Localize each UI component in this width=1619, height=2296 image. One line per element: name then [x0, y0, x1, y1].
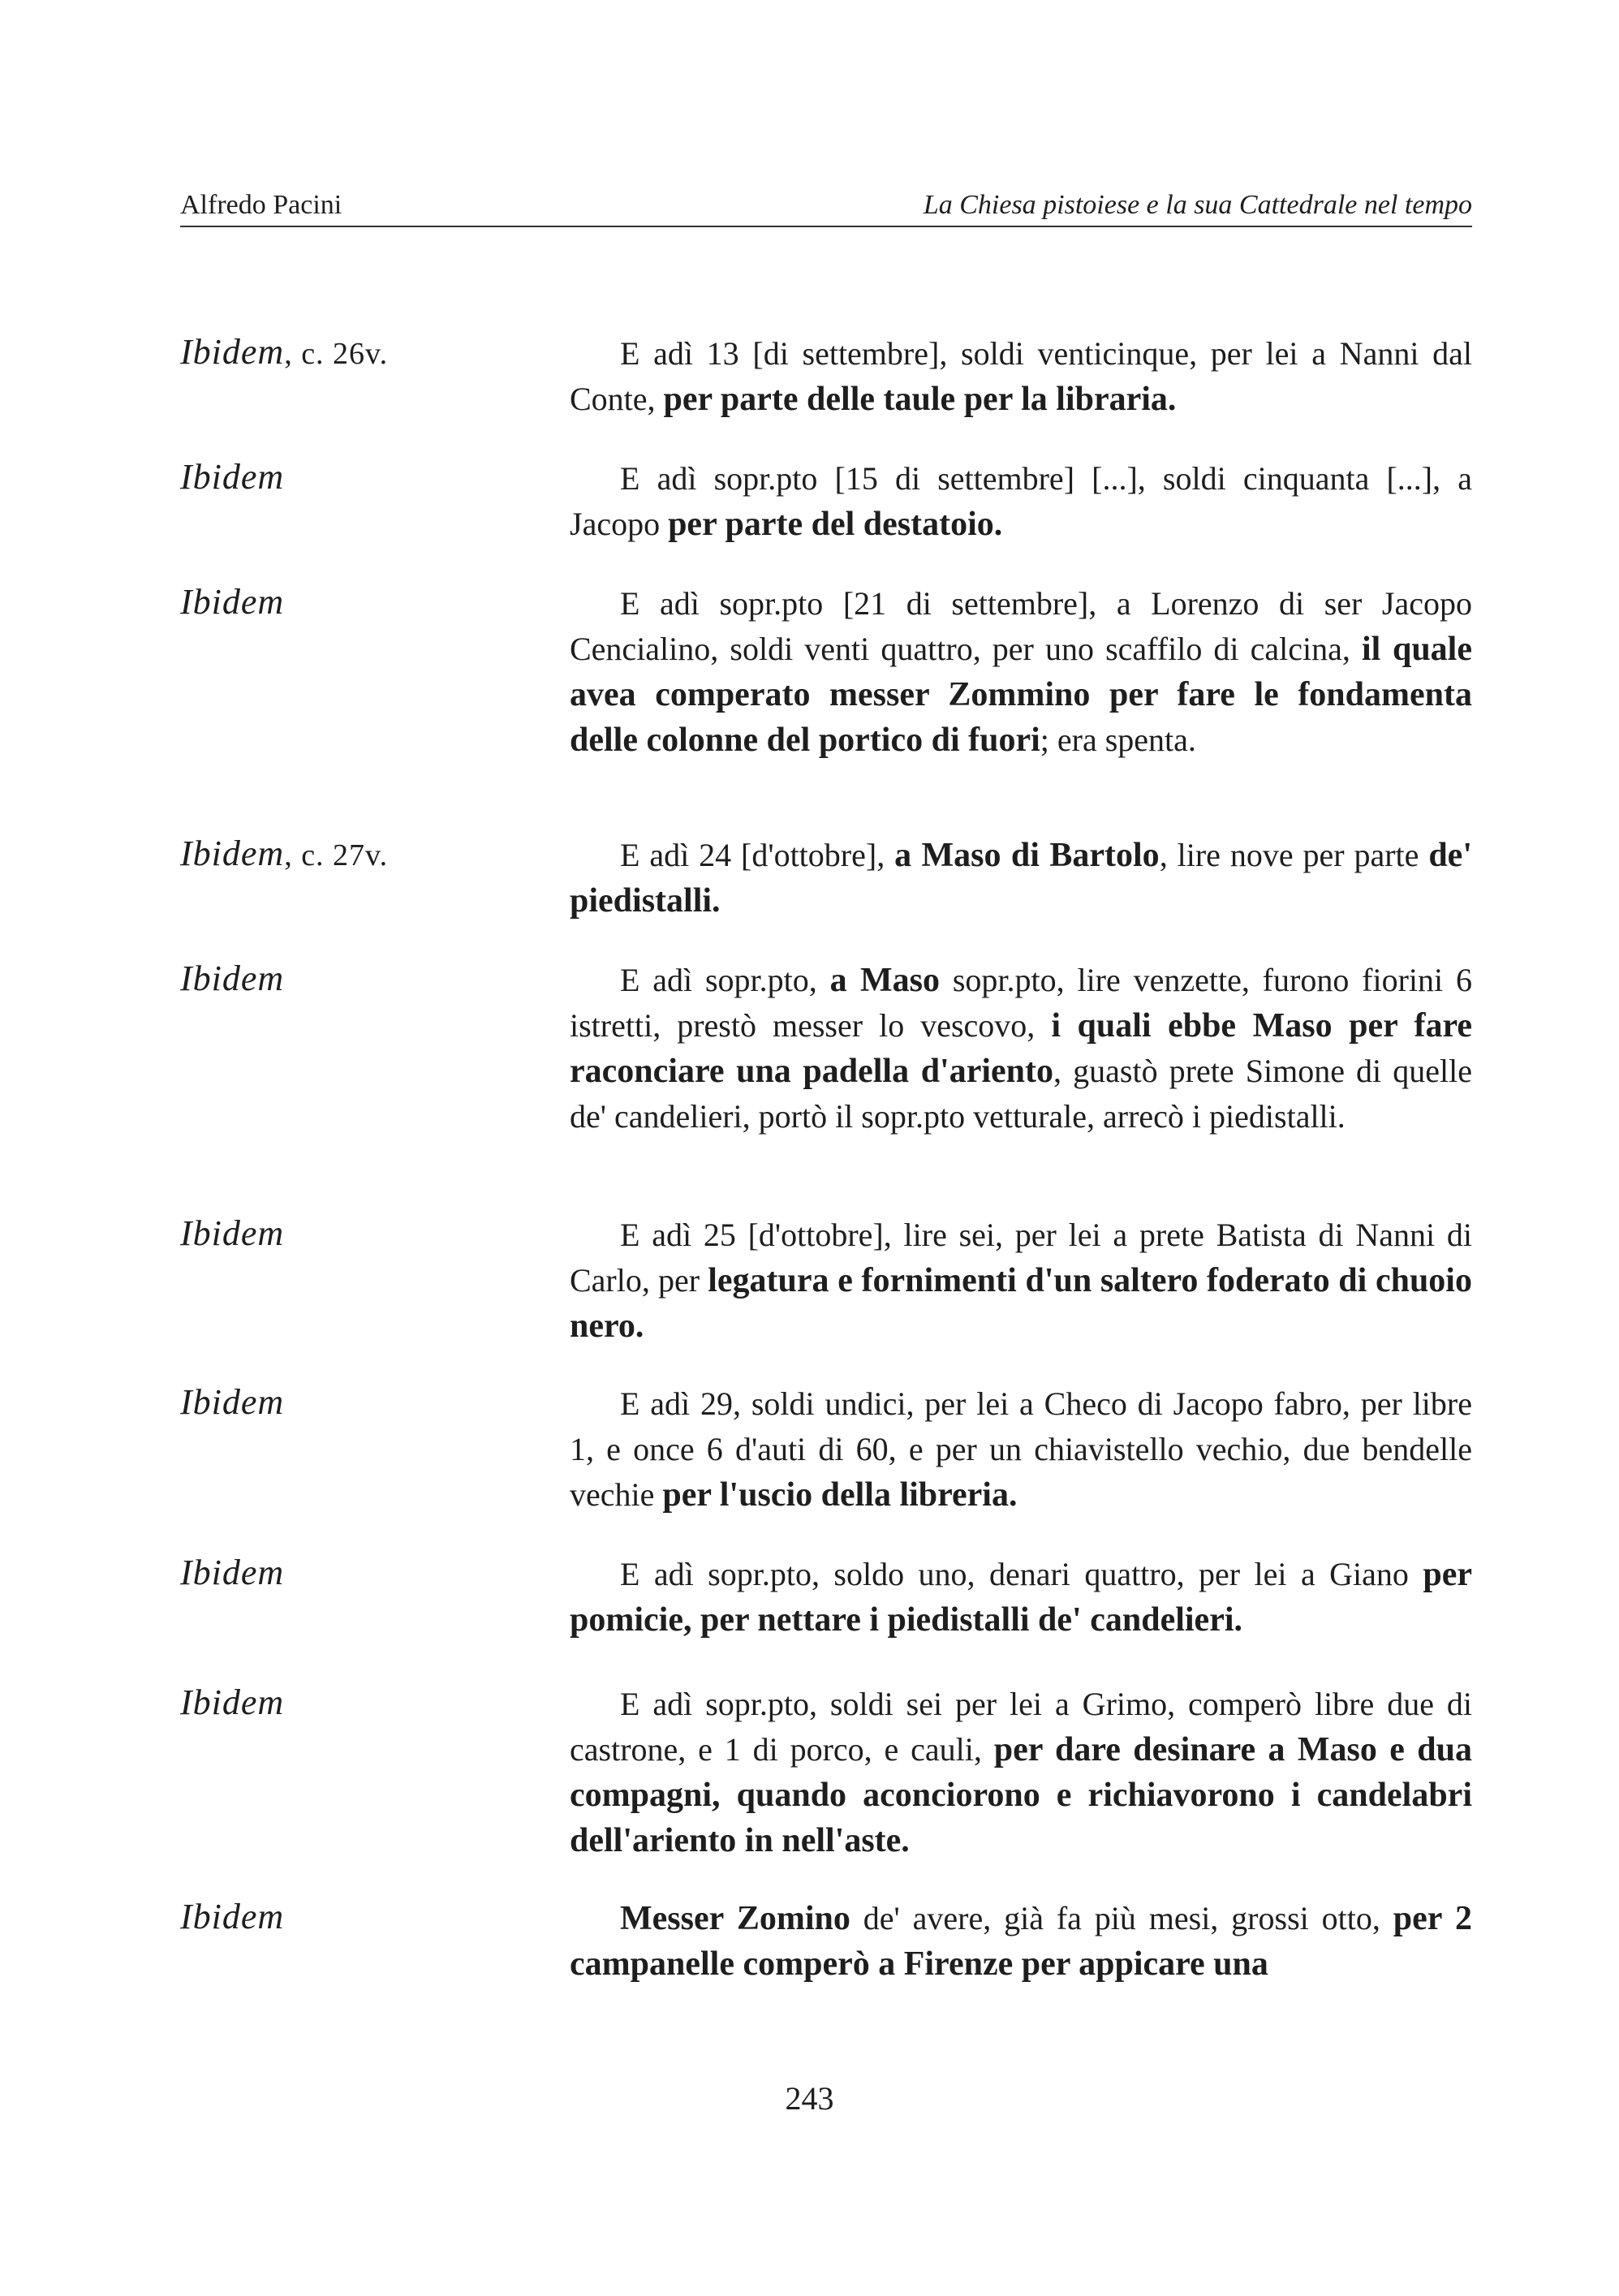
entry-reference: Ibidem: [180, 958, 285, 998]
entry-reference: Ibidem: [180, 1213, 285, 1253]
running-header-author: Alfredo Pacini: [180, 190, 342, 220]
entry-text: E adì 24 [d'ottobre], a Maso di Bartolo, lire nove per parte de' piedistalli.: [570, 837, 1472, 920]
entry-text: E adì sopr.pto, a Maso sopr.pto, lire venzette, furono fiorini 6 istretti, prestò messer lo vescovo, i quali ebbe Maso per fare raconciare una padella d'ariento, guastò prete Simone di quelle de' candelieri, portò il sopr.pto vetturale, arrecò i piedistalli.: [570, 962, 1472, 1135]
entry-reference: Ibidem: [180, 457, 285, 497]
entry-text: E adì 25 [d'ottobre], lire sei, per lei a prete Batista di Nanni di Carlo, per legatura e fornimenti d'un saltero foderato di chuoio nero.: [570, 1217, 1472, 1345]
entry-text: E adì 13 [di settembre], soldi venticinque, per lei a Nanni dal Conte, per parte delle taule per la libraria.: [570, 335, 1472, 418]
entry-reference: Ibidem, c. 26v.: [180, 332, 389, 372]
entry-text: E adì sopr.pto, soldi sei per lei a Grimo, comperò libre due di castrone, e 1 di porco, e cauli, per dare desinare a Maso e dua compagni, quando aconciorono e richiavorono i candelabri dell'ariento in nell'aste.: [570, 1686, 1472, 1859]
entry-reference: Ibidem, c. 27v.: [180, 834, 389, 873]
running-header-book-title: La Chiesa pistoiese e la sua Cattedrale nel tempo: [923, 190, 1472, 220]
entry-text: E adì 29, soldi undici, per lei a Checo di Jacopo fabro, per libre 1, e once 6 d'auti di 60, e per un chiavistello vechio, due bendelle vechie per l'uscio della libreria.: [570, 1385, 1472, 1514]
entry-reference: Ibidem: [180, 1553, 285, 1592]
page-number: 243: [785, 2080, 834, 2117]
entry-reference: Ibidem: [180, 1382, 285, 1422]
running-header: [180, 180, 1472, 227]
entry-reference: Ibidem: [180, 1682, 285, 1722]
entry-text: Messer Zomino de' avere, già fa più mesi, grossi otto, per 2 campanelle comperò a Firenze per appicare una: [570, 1900, 1472, 1983]
entry-text: E adì sopr.pto [15 di settembre] [...], soldi cinquanta [...], a Jacopo per parte del destatoio.: [570, 460, 1472, 543]
entry-text: E adì sopr.pto, soldo uno, denari quattro, per lei a Giano per pomicie, per nettare i piedistalli de' candelieri.: [570, 1556, 1472, 1639]
entry-reference: Ibidem: [180, 1897, 285, 1936]
entry-reference: Ibidem: [180, 582, 285, 622]
entry-text: E adì sopr.pto [21 di settembre], a Lorenzo di ser Jacopo Cencialino, soldi venti quattro, per uno scaffilo di calcina, il quale avea comperato messer Zommino per fare le fondamenta delle colonne del portico di fuori; era spenta.: [570, 585, 1472, 759]
